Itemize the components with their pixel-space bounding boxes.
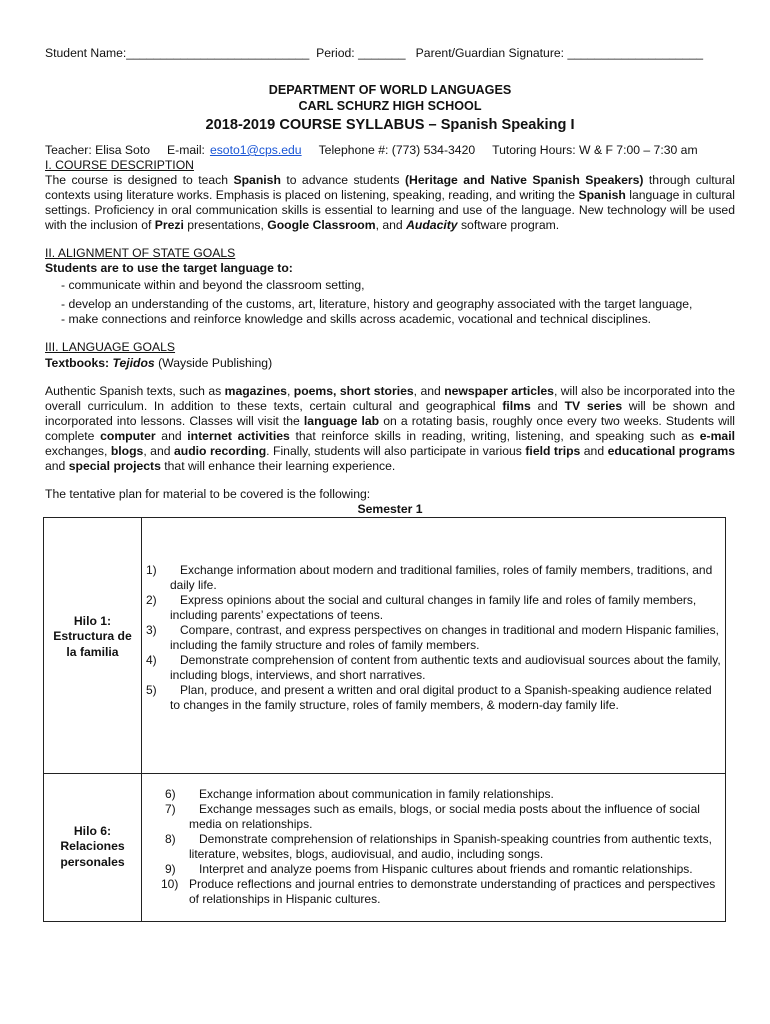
language-goals-paragraph: Authentic Spanish texts, such as magazines, poems, short stories, and newspaper articles, will also be incorporated into the overall curriculum. In addition to these texts, certain cultural and geographical films and TV series will be shown and incorporated into lessons. Classes will visit the language lab on a rotating basis, roughly once every two weeks. Students will complete computer and internet activities that reinforce skills in reading, writing, listening, and speaking such as e-mail exchanges, blogs, and audio recording. Finally, students will also participate in various field trips and educational programs and special projects that will enhance their learning experience. xyxy=(45,383,736,473)
list-item: 10) Produce reflections and journal entries to demonstrate understanding of practices and perspectives of relationships in Hispanic cultures. xyxy=(161,877,716,906)
state-goals-lead: Students are to use the target language to: xyxy=(45,261,293,275)
teacher-name: Teacher: Elisa Soto xyxy=(45,143,151,157)
textbooks-line: Textbooks: Tejidos (Wayside Publishing) xyxy=(45,355,273,370)
section-course-description-heading: I. COURSE DESCRIPTION xyxy=(45,158,194,172)
signature-line: Student Name:___________________________ Period: _______ Parent/Guardian Signature: ____________________ xyxy=(45,46,704,60)
list-item: 7) Exchange messages such as emails, blogs, or social media posts about the influence of social media on relationships. xyxy=(165,802,700,831)
email-link[interactable]: esoto1@cps.edu xyxy=(209,143,302,157)
list-item: 3) Compare, contrast, and express perspectives on changes in traditional and modern Hispanic families, including the family structure and roles of family members. xyxy=(146,623,719,652)
syllabus-title: 2018-2019 COURSE SYLLABUS – Spanish Speaking I xyxy=(205,117,575,133)
list-item: 5) Plan, produce, and present a written and oral digital product to a Spanish-speaking audience related to changes in the family structure, roles of family members, & modern-day family life. xyxy=(146,683,712,712)
list-item: 1) Exchange information about modern and traditional families, roles of family members, traditions, and daily life. xyxy=(146,563,713,592)
state-goals-list xyxy=(45,278,735,328)
plan-intro: The tentative plan for material to be covered is the following: xyxy=(45,486,371,501)
course-description: The course is designed to teach Spanish to advance students (Heritage and Native Spanish Speakers) through cultural contexts using literature works. Emphasis is placed on listening, speaking, reading, and writing the Spanish language in cultural settings. Proficiency in oral communication skills is essential to learning and use of the language. New technology will be used with the inclusion of Prezi presentations, Google Classroom, and Audacity software program. xyxy=(45,173,735,232)
teacher-info-row xyxy=(45,143,735,158)
table-row xyxy=(44,773,726,921)
list-item: 9) Interpret and analyze poems from Hispanic cultures about friends and romantic relationships. xyxy=(165,862,693,876)
objective-list xyxy=(142,563,725,713)
semester-label: Semester 1 xyxy=(357,501,423,516)
syllabus-page xyxy=(45,40,735,922)
list-item: - develop an understanding of the customs, art, literature, history and geography associated with the target language, xyxy=(61,296,693,311)
list-item: 8) Demonstrate comprehension of relationships in Spanish-speaking countries from authentic texts, literature, websites, blogs, audiovisual, and audio, including songs. xyxy=(165,832,712,861)
tutoring-hours: Tutoring Hours: W & F 7:00 – 7:30 am xyxy=(492,143,698,157)
list-item: - communicate within and beyond the classroom setting, xyxy=(61,278,365,292)
email-label: E-mail: xyxy=(167,143,205,157)
unit-objectives-cell xyxy=(142,773,726,921)
school-heading: CARL SCHURZ HIGH SCHOOL xyxy=(298,98,482,113)
telephone: Telephone #: (773) 534-3420 xyxy=(318,143,476,157)
unit-objectives-cell xyxy=(142,517,726,773)
list-item: 6) Exchange information about communication in family relationships. xyxy=(165,787,554,801)
curriculum-table xyxy=(43,517,726,922)
section-language-goals-heading: III. LANGUAGE GOALS xyxy=(45,339,176,354)
section-state-goals-heading: II. ALIGNMENT OF STATE GOALS xyxy=(45,246,236,260)
list-item: - make connections and reinforce knowledge and skills across academic, vocational and technical disciplines. xyxy=(61,312,652,326)
unit-title-cell: Hilo 6: Relaciones personales xyxy=(44,773,142,921)
objective-list xyxy=(161,787,725,907)
list-item: 4) Demonstrate comprehension of content from authentic texts and audiovisual sources about the family, including blogs, interviews, and short narratives. xyxy=(146,653,721,682)
unit-title-cell: Hilo 1: Estructura de la familia xyxy=(44,517,142,773)
table-row xyxy=(44,517,726,773)
department-heading: DEPARTMENT OF WORLD LANGUAGES xyxy=(268,83,512,97)
list-item: 2) Express opinions about the social and cultural changes in family life and roles of family members, including parents’ expectations of teens. xyxy=(146,593,697,622)
